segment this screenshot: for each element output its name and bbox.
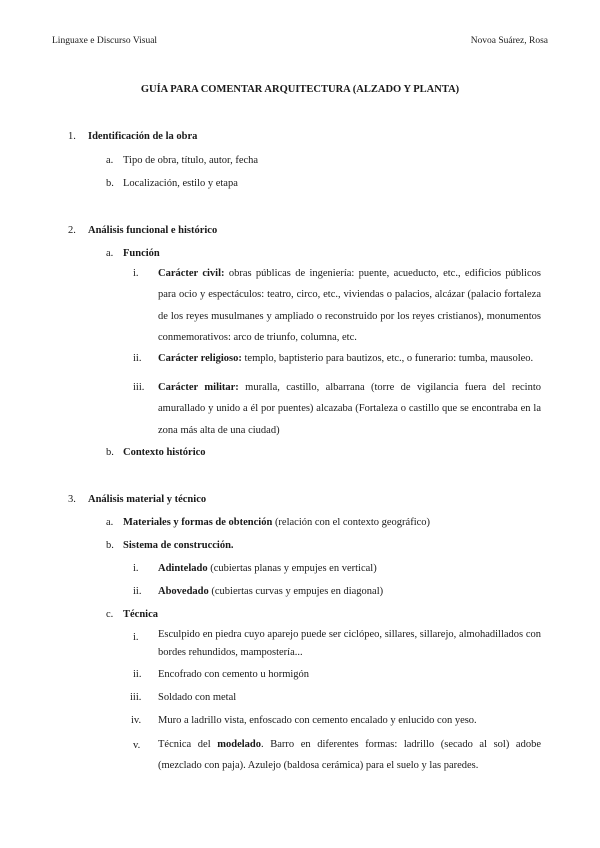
s3-c-sub-v-marker: v. (133, 740, 141, 751)
s3-c-sub-ii-marker: ii. (133, 669, 142, 680)
section-2-heading: Análisis funcional e histórico (88, 225, 218, 236)
s3-c-sub-iv-marker: iv. (131, 715, 142, 726)
s3-item-a-text: (relación con el contexto geográfico) (272, 517, 431, 528)
section-3-marker: 3. (68, 494, 76, 505)
s3-item-a-marker: a. (106, 517, 114, 528)
s3-c-sub-i-marker: i. (133, 632, 139, 643)
s2-sub-i-paragraph (158, 263, 541, 348)
s3-item-b-heading: Sistema de construcción. (123, 540, 234, 551)
s3-b-sub-ii-marker: ii. (133, 586, 142, 597)
s2-sub-i-text: obras públicas de ingeniería: puente, acueducto, etc., edificios públicos para ocio y espectáculos: teatro, circo, etc., viviendas o palacios, alcázar (palacio fortaleza de los reyes musulmanes y ampliado o reconstruido por los reyes cristianos), monumentos conmemorativos: arco de triunfo, columna, etc. (158, 268, 541, 343)
s1-item-a-text: Tipo de obra, título, autor, fecha (123, 155, 259, 166)
s3-b-sub-ii-bold: Abovedado (158, 586, 209, 597)
s3-c-sub-iii-marker: iii. (130, 692, 142, 703)
s2-sub-ii-bold: Carácter religioso: (158, 353, 242, 364)
s2-sub-ii-text: templo, baptisterio para bautizos, etc., o funerario: tumba, mausoleo. (241, 353, 534, 364)
s3-b-sub-ii-text: (cubiertas curvas y empujes en diagonal) (208, 586, 384, 597)
s2-sub-i-marker: i. (133, 268, 139, 279)
s3-b-sub-i-text: (cubiertas planas y empujes en vertical) (207, 563, 377, 574)
s1-item-b-text: Localización, estilo y etapa (123, 178, 238, 189)
s3-c-sub-i-text: Esculpido en piedra cuyo aparejo puede ser ciclópeo, sillares, sillarejo, almohadillados con bordes rehundidos, mampostería... (158, 629, 541, 658)
section-3-heading: Análisis material y técnico (88, 494, 207, 505)
header-left: Linguaxe e Discurso Visual (52, 36, 158, 46)
s3-item-a-line (123, 517, 430, 528)
s3-c-sub-iv-text: Muro a ladrillo vista, enfoscado con cemento encalado y enlucido con yeso. (158, 715, 477, 726)
s2-item-b-marker: b. (106, 447, 114, 458)
s3-b-sub-i-marker: i. (133, 563, 139, 574)
s3-c-sub-v-text: . Barro en diferentes formas: ladrillo (secado al sol) adobe (mezclado con paja). Azulejo (baldosa cerámica) para el suelo y las paredes. (158, 739, 541, 772)
s2-sub-iii-paragraph (158, 377, 541, 441)
s2-item-a-marker: a. (106, 248, 114, 259)
s2-sub-ii-marker: ii. (133, 353, 142, 364)
header-right: Novoa Suárez, Rosa (470, 36, 548, 46)
s3-item-c-heading: Técnica (123, 609, 158, 620)
s3-b-sub-i-bold: Adintelado (158, 563, 208, 574)
s1-item-b-marker: b. (106, 178, 114, 189)
s3-b-sub-i-line (158, 563, 377, 574)
s2-sub-ii-paragraph (158, 353, 533, 364)
s3-c-sub-v-paragraph (158, 734, 541, 777)
s3-c-sub-ii-text: Encofrado con cemento u hormigón (158, 669, 310, 680)
s2-sub-i-bold: Carácter civil: (158, 268, 225, 279)
s3-item-c-marker: c. (106, 609, 114, 620)
section-1-marker: 1. (68, 131, 76, 142)
s3-c-sub-v-bold: modelado (217, 739, 261, 750)
section-1-heading: Identificación de la obra (88, 131, 198, 142)
s2-item-b-heading: Contexto histórico (123, 447, 206, 458)
section-2-marker: 2. (68, 225, 76, 236)
s3-c-sub-iii-text: Soldado con metal (158, 692, 237, 703)
s2-sub-iii-text: muralla, castillo, albarrana (torre de vigilancia fuera del recinto amurallado y unido a él por puentes) alcazaba (Fortaleza o castillo que se encontraba en la zona más alta de una ciudad) (158, 382, 541, 436)
s3-item-a-heading: Materiales y formas de obtención (123, 517, 273, 528)
s2-sub-iii-marker: iii. (133, 382, 145, 393)
s3-b-sub-ii-line (158, 586, 383, 597)
s1-item-a-marker: a. (106, 155, 114, 166)
s3-c-sub-v-pre: Técnica del (158, 739, 218, 750)
page-title: GUÍA PARA COMENTAR ARQUITECTURA (ALZADO Y PLANTA) (140, 84, 460, 95)
s2-item-a-heading: Función (123, 248, 160, 259)
s3-item-b-marker: b. (106, 540, 114, 551)
s2-sub-iii-bold: Carácter militar: (158, 382, 239, 393)
